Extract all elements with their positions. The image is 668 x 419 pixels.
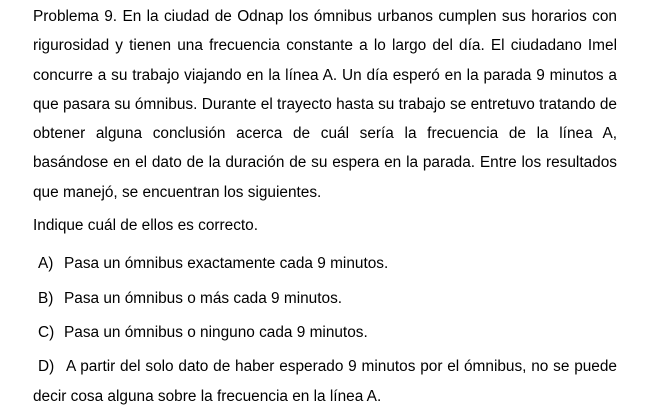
problem-statement: Problema 9. En la ciudad de Odnap los ómnibus urbanos cumplen sus horarios con rigurosidad y tienen una frecuencia constante a lo largo del día. El ciudadano Imel concurre a su trabajo viajando en la línea A. Un día esperó en la parada 9 minutos a que pasara su ómnibus. Durante el trayecto hasta su trabajo se entretuvo tratando de obtener alguna conclusión acerca de cuál sería la frecuencia de la línea A, basándose en el dato de la duración de su espera en la parada. Entre los resultados que manejó, se encuentran los siguientes. — [33, 8, 617, 201]
option-b-letter: B) — [38, 290, 54, 307]
option-d — [33, 352, 617, 411]
option-b-text: Pasa un ómnibus o más cada 9 minutos. — [64, 290, 343, 307]
problem-instruction: Indique cuál de ellos es correcto. — [33, 217, 259, 234]
option-c-letter: C) — [38, 324, 55, 341]
option-a-text: Pasa un ómnibus exactamente cada 9 minutos. — [64, 255, 389, 272]
option-d-letter: D) — [38, 358, 55, 375]
option-a-letter: A) — [38, 255, 54, 272]
option-c-text: Pasa un ómnibus o ninguno cada 9 minutos. — [64, 324, 368, 341]
option-a — [38, 249, 388, 278]
option-c — [38, 318, 368, 347]
option-b — [38, 284, 342, 313]
problem-document — [33, 0, 617, 405]
option-d-text: A partir del solo dato de haber esperado 9 minutos por el ómnibus, no se puede decir cosa alguna sobre la frecuencia en la línea A. — [33, 358, 617, 405]
